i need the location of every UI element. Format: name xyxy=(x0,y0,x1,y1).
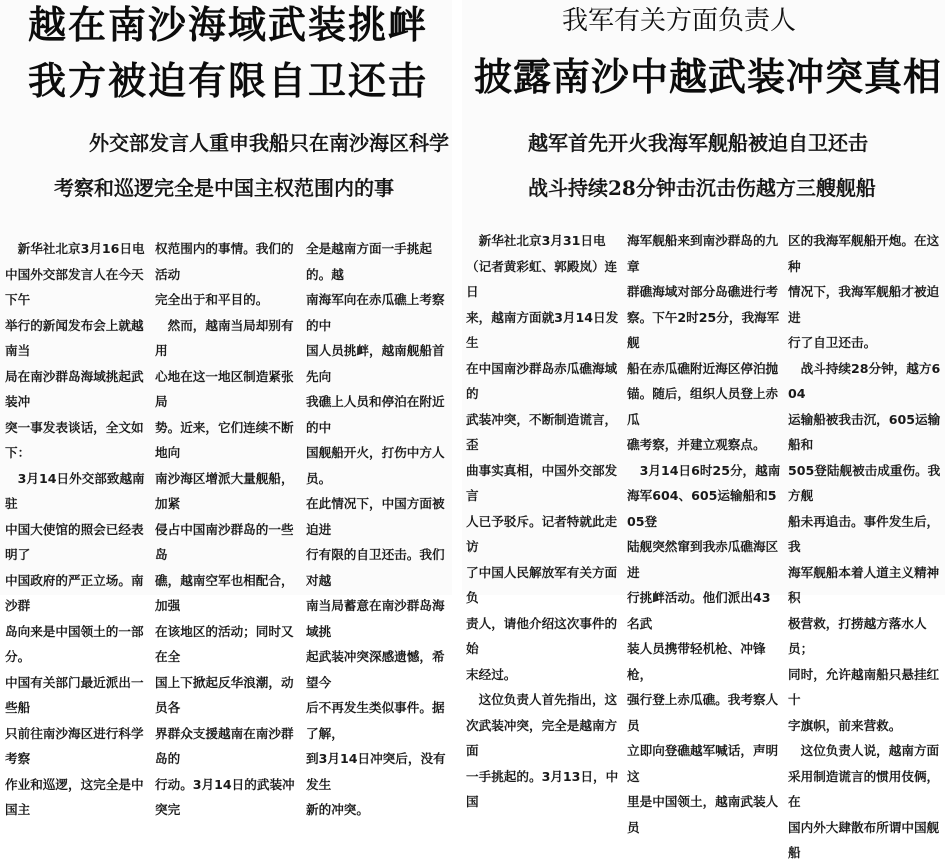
right-subhead-line1: 越军首先开火我海军舰船被迫自卫还击 xyxy=(528,131,868,155)
right-clipping xyxy=(462,0,945,860)
left-body-column-2: 权范围内的事情。我们的活动 完全出于和平目的。 然而，越南当局却别有用 心地在这一地区制造紧张局 势。近来，它们连续不断地向 南沙海区增派大量舰船，加紧 侵占中国南沙群岛的一些岛 礁，越南空军也相配合，加强 在该地区的活动；同时又在全 国上下掀起反华浪潮，动员各 界群众支援越南在南沙群岛的 行动。3月14日的武装冲突完 xyxy=(155,241,295,817)
right-body-column-3: 区的我海军舰船开炮。在这种 情况下，我海军舰船才被迫进 行了自卫还击。 战斗持续28分钟，越方604 运输船被我击沉，605运输船和 505登陆舰被击成重伤。我方舰 船未再追击。事件发生后，我 海军舰船本着人道主义精神积 极营救，打捞越方落水人员； 同时，允许越南船只悬挂红十 字旗帜，前来营救。 这位负责人说，越南方面 采用制造谎言的惯用伎俩，在 国内外大肆散布所谓中国舰船 xyxy=(788,233,941,860)
left-body-column-1: 新华社北京3月16日电 中国外交部发言人在今天下午 举行的新闻发布会上就越南当 局在南沙群岛海域挑起武装冲 突一事发表谈话，全文如下： 3月14日外交部致越南驻 中国大使馆的照会已经表明了 中国政府的严正立场。南沙群 岛向来是中国领土的一部分。 中国有关部门最近派出一些船 只前往南沙海区进行科学考察 作业和巡逻，这完全是中国主 xyxy=(5,241,145,817)
clipping-divider xyxy=(452,0,462,595)
right-body-column-1: 新华社北京3月31日电 （记者黄彩虹、郭殿岚）连日 来，越南方面就3月14日发生 在中国南沙群岛赤瓜礁海域的 武装冲突，不断制造谎言，歪 曲事实真相，中国外交部发言 人已予驳斥。记者特就此走访 了中国人民解放军有关方面负 责人，请他介绍这次事件的始 末经过。 这位负责人首先指出，这 次武装冲突，完全是越南方面 一手挑起的。3月13日，中国 xyxy=(466,233,619,809)
left-headline-line2: 我方被迫有限自卫还击 xyxy=(28,58,429,103)
right-subhead-line2: 战斗持续28分钟击沉击伤越方三艘舰船 xyxy=(528,176,876,200)
left-body-column-3: 全是越南方面一手挑起的。越 南海军向在赤瓜礁上考察的中 国人员挑衅，越南舰船首先向 我礁上人员和停泊在附近的中 国舰船开火，打伤中方人员。 在此情况下，中国方面被迫进 行有限的自卫还击。我们对越 南当局蓄意在南沙群岛海域挑 起武装冲突深感遗憾，希望今 后不再发生类似事件。据了解， 到3月14日冲突后，没有发生 新的冲突。 xyxy=(306,241,446,817)
left-subhead-line2: 考察和巡逻完全是中国主权范围内的事 xyxy=(54,176,394,200)
left-headline-line1: 越在南沙海域武装挑衅 xyxy=(28,2,429,47)
right-headline: 披露南沙中越武装冲突真相 xyxy=(474,54,943,99)
left-subhead-line1: 外交部发言人重申我船只在南沙海区科学 xyxy=(89,131,449,155)
left-clipping xyxy=(0,0,452,817)
right-kicker: 我军有关方面负责人 xyxy=(562,6,797,36)
right-body-column-2: 海军舰船来到南沙群岛的九章 群礁海域对部分岛礁进行考 察。下午2时25分，我海军舰 船在赤瓜礁附近海区停泊抛 锚。随后，组织人员登上赤瓜 礁考察，并建立观察点。 3月14日6时25分，越南 海军604、605运输船和505登 陆舰突然窜到我赤瓜礁海区进 行挑衅活动。他们派出43名武 装人员携带轻机枪、冲锋枪， 强行登上赤瓜礁。我考察人员 立即向登礁越军喊话，声明这 里是中国领土，越南武装人员 xyxy=(627,233,781,835)
